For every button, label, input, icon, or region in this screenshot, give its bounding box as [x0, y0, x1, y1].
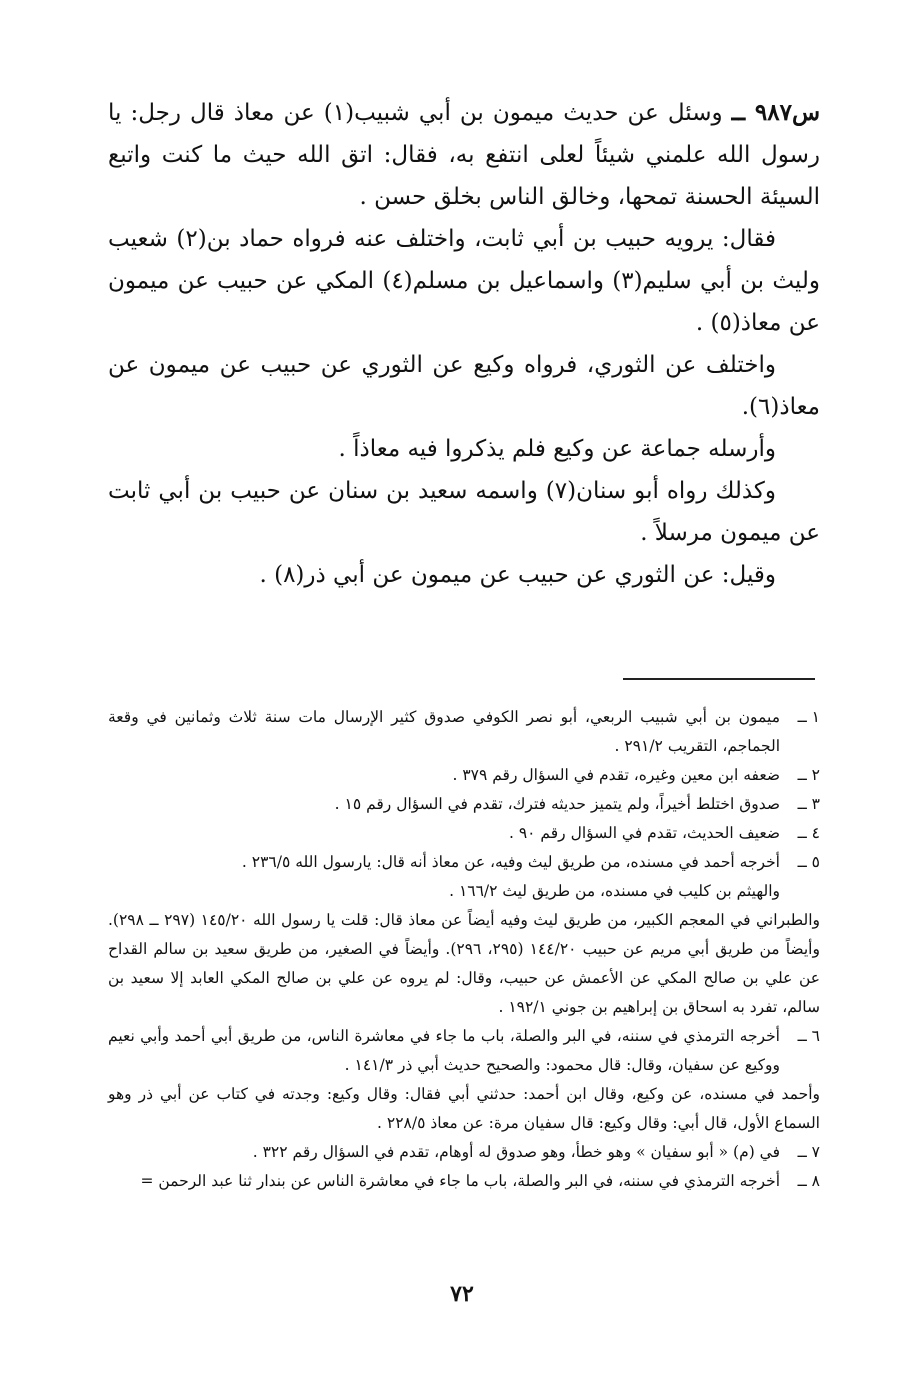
answer-paragraph-1: فقال: يرويه حبيب بن أبي ثابت، واختلف عنه فرواه حماد بن(٢) شعيب وليث بن أبي سليم(٣) واسماعيل بن مسلم(٤) المكي عن حبيب عن ميمون عن معاذ(٥) .: [108, 226, 820, 336]
question-number: س٩٨٧ ــ: [731, 99, 821, 126]
footnote-2: [108, 761, 820, 790]
footnote-8: [108, 1167, 820, 1196]
footnote-6: [108, 1022, 820, 1080]
answer-paragraph-5: وقيل: عن الثوري عن حبيب عن ميمون عن أبي ذر(٨) .: [259, 562, 776, 588]
page-number: ٧٢: [450, 1281, 474, 1307]
footnote-5: [108, 848, 820, 877]
footnote-text: أخرجه الترمذي في سننه، في البر والصلة، باب ما جاء في معاشرة الناس عن بندار ثنا عبد الرحمن =: [140, 1172, 780, 1190]
footnote-text: ضعفه ابن معين وغيره، تقدم في السؤال رقم ٣٧٩ .: [452, 766, 780, 784]
footnote-4: [108, 819, 820, 848]
footnote-text: صدوق اختلط أخيراً، ولم يتميز حديثه فترك، تقدم في السؤال رقم ١٥ .: [334, 795, 780, 813]
footnote-number: ٨ ــ: [797, 1172, 820, 1190]
footnote-text: أخرجه الترمذي في سننه، في البر والصلة، باب ما جاء في معاشرة الناس، من طريق أبي أحمد وأبي نعيم ووكيع عن سفيان، وقال: قال محمود: والصحيح حديث أبي ذر ١٤١/٣ .: [108, 1027, 780, 1074]
footnote-text: في (م) « أبو سفيان » وهو خطأ، وهو صدوق له أوهام، تقدم في السؤال رقم ٣٢٢ .: [252, 1143, 780, 1161]
footnote-6-cont: وأحمد في مسنده، عن وكيع، وقال ابن أحمد: حدثني أبي فقال: وقال وكيع: وجدته في كتاب عن أبي ذر وهو السماع الأول، قال أبي: وقال وكيع: قال سفيان مرة: عن معاذ ٢٢٨/٥ .: [108, 1085, 820, 1132]
footnote-text: والهيثم بن كليب في مسنده، من طريق ليث ١٦٦/٢ .: [449, 882, 780, 900]
footnote-number: ٣ ــ: [797, 795, 820, 813]
main-text: [108, 92, 820, 596]
question-text: وسئل عن حديث ميمون بن أبي شبيب(١) عن معاذ قال رجل: يا رسول الله علمني شيئاً لعلى انتفع به، فقال: اتق الله حيث ما كنت واتبع السيئة الحسنة تمحها، وخالق الناس بخلق حسن .: [108, 100, 820, 210]
footnote-text: ميمون بن أبي شبيب الربعي، أبو نصر الكوفي صدوق كثير الإرسال مات سنة ثلاث وثمانين في وقعة الجماجم، التقريب ٢٩١/٢ .: [108, 708, 780, 755]
answer-paragraph-4: وكذلك رواه أبو سنان(٧) واسمه سعيد بن سنان عن حبيب بن أبي ثابت عن ميمون مرسلاً .: [108, 478, 820, 546]
footnote-number: ١ ــ: [797, 708, 820, 726]
footnote-number: ٥ ــ: [797, 853, 820, 871]
footnotes: [108, 703, 820, 1196]
footnote-text: ضعيف الحديث، تقدم في السؤال رقم ٩٠ .: [508, 824, 780, 842]
footnote-number: ٢ ــ: [797, 766, 820, 784]
footnote-text: أخرجه أحمد في مسنده، من طريق ليث وفيه، عن معاذ أنه قال: يارسول الله ٢٣٦/٥ .: [241, 853, 780, 871]
footnote-3: [108, 790, 820, 819]
footnote-7: [108, 1138, 820, 1167]
footnote-5-cont-2: والطبراني في المعجم الكبير، من طريق ليث وفيه أيضاً عن معاذ قال: قلت يا رسول الله ١٤٥/٢٠ (٢٩٧ ــ ٢٩٨). وأيضاً من طريق أبي مريم عن حبيب ١٤٤/٢٠ (٢٩٥، ٢٩٦). وأيضاً في الصغير، من طريق سعيد بن سالم القداح عن علي بن صالح المكي عن الأعمش عن حبيب، وقال: لم يروه عن علي بن صالح المكي العابد إلا سعيد بن سالم، تفرد به اسحاق بن إبراهيم بن جوني ١٩٢/١ .: [108, 911, 821, 1016]
footnote-separator: [623, 678, 815, 680]
footnote-5-cont-1: [108, 877, 820, 906]
footnote-1: [108, 703, 820, 761]
footnote-number: ٦ ــ: [797, 1027, 820, 1045]
answer-paragraph-2: واختلف عن الثوري، فرواه وكيع عن الثوري عن حبيب عن ميمون عن معاذ(٦).: [108, 352, 820, 420]
footnote-number: ٤ ــ: [797, 824, 820, 842]
answer-paragraph-3: وأرسله جماعة عن وكيع فلم يذكروا فيه معاذاً .: [338, 436, 776, 462]
footnote-number: ٧ ــ: [797, 1143, 820, 1161]
question-paragraph: [108, 92, 820, 218]
